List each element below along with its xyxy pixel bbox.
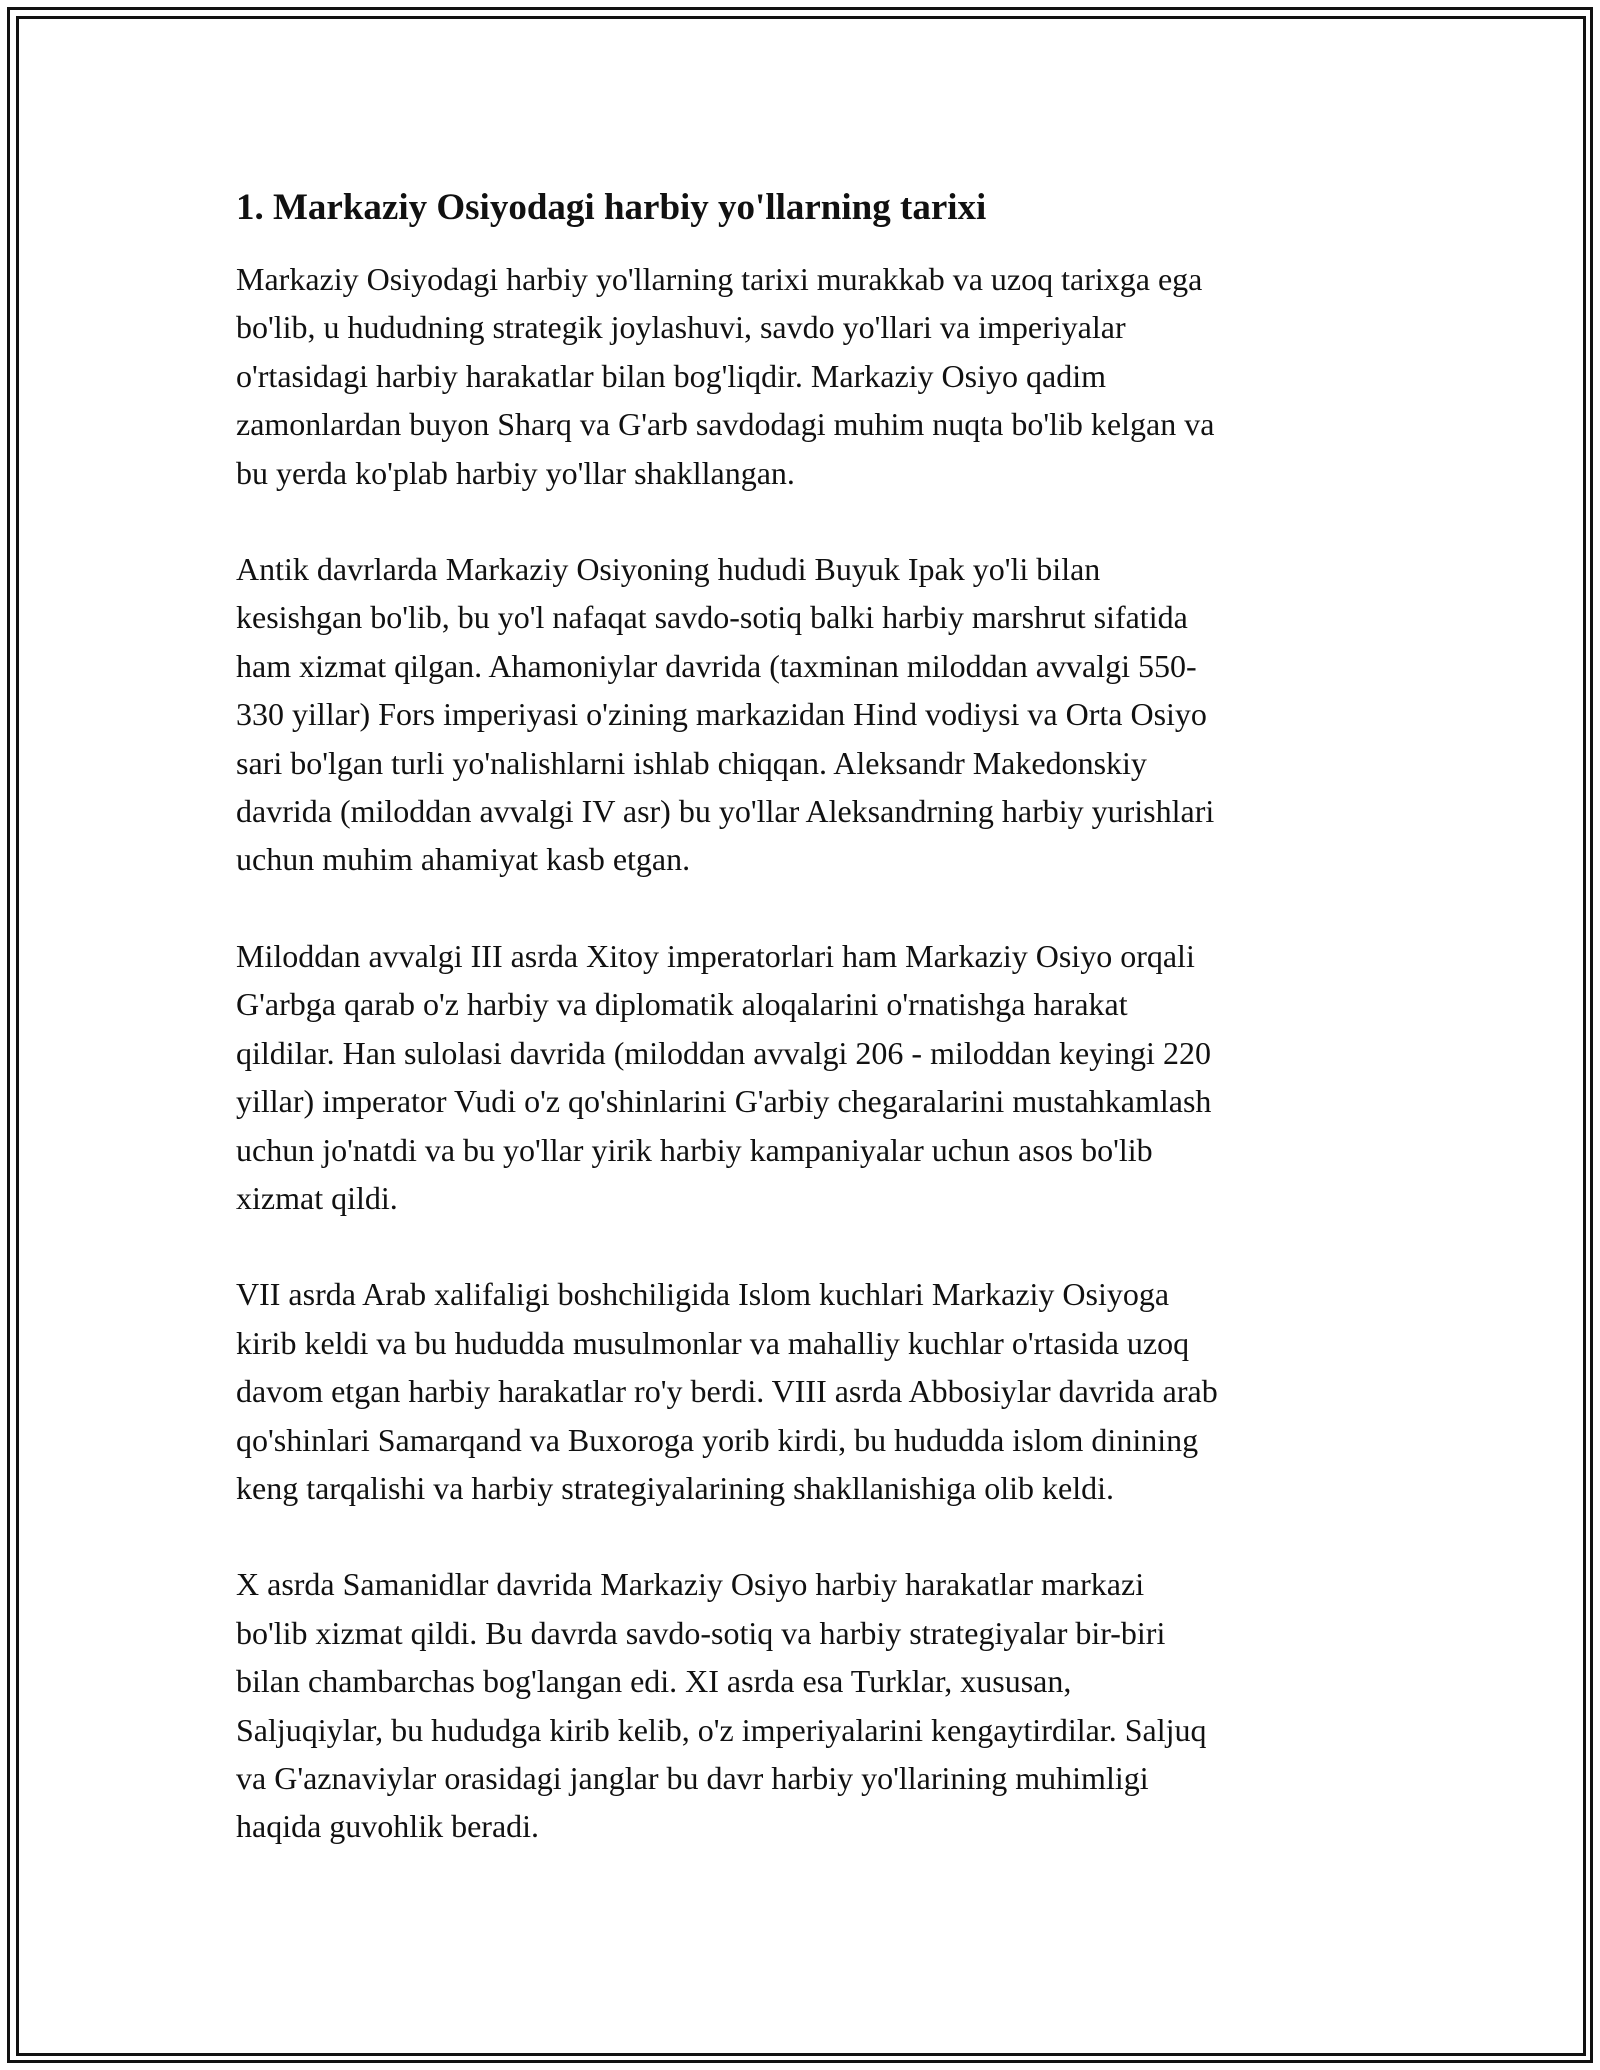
text-line: haqida guvohlik beradi.: [236, 1808, 540, 1845]
text-line: kesishgan bo'lib, bu yo'l nafaqat savdo-sotiq balki harbiy marshrut sifatida: [236, 599, 1188, 636]
text-line: davom etgan harbiy harakatlar ro'y berdi. VIII asrda Abbosiylar davrida arab: [236, 1373, 1218, 1410]
text-line: bilan chambarchas bog'langan edi. XI asrda esa Turklar, xususan,: [236, 1663, 1072, 1700]
text-line: qildilar. Han sulolasi davrida (miloddan avvalgi 206 - miloddan keyingi 220: [236, 1034, 1211, 1071]
text-line: yillar) imperator Vudi o'z qo'shinlarini G'arbiy chegaralarini mustahkamlash: [236, 1083, 1212, 1120]
text-line: zamonlardan buyon Sharq va G'arb savdodagi muhim nuqta bo'lib kelgan va: [236, 406, 1215, 443]
text-line: Antik davrlarda Markaziy Osiyoning hududi Buyuk Ipak yo'li bilan: [236, 551, 1101, 588]
section-heading: 1. Markaziy Osiyodagi harbiy yo'llarning tarixi: [236, 187, 987, 228]
paragraph-2: [236, 545, 1376, 884]
text-line: Miloddan avvalgi III asrda Xitoy imperatorlari ham Markaziy Osiyo orqali: [236, 937, 1195, 974]
document-body: [236, 185, 1376, 1899]
text-line: keng tarqalishi va harbiy strategiyalarining shakllanishiga olib keldi.: [236, 1469, 1114, 1506]
text-line: va G'aznaviylar orasidagi janglar bu davr harbiy yo'llarining muhimligi: [236, 1759, 1149, 1796]
text-line: ham xizmat qilgan. Ahamoniylar davrida (taxminan miloddan avvalgi 550-: [236, 647, 1197, 684]
text-line: o'rtasidagi harbiy harakatlar bilan bog'liqdir. Markaziy Osiyo qadim: [236, 357, 1106, 394]
text-line: Saljuqiylar, bu hududga kirib kelib, o'z imperiyalarini kengaytirdilar. Saljuq: [236, 1711, 1207, 1748]
text-line: bo'lib xizmat qildi. Bu davrda savdo-sotiq va harbiy strategiyalar bir-biri: [236, 1614, 1166, 1651]
text-line: uchun jo'natdi va bu yo'llar yirik harbiy kampaniyalar uchun asos bo'lib: [236, 1131, 1153, 1168]
text-line: qo'shinlari Samarqand va Buxoroga yorib kirdi, bu hududda islom dinining: [236, 1421, 1199, 1458]
text-line: sari bo'lgan turli yo'nalishlarni ishlab chiqqan. Aleksandr Makedonskiy: [236, 744, 1147, 781]
paragraph-4: [236, 1270, 1376, 1512]
text-line: bu yerda ko'plab harbiy yo'llar shakllangan.: [236, 454, 795, 491]
text-line: bo'lib, u hududning strategik joylashuvi, savdo yo'llari va imperiyalar: [236, 309, 1126, 346]
text-line: X asrda Samanidlar davrida Markaziy Osiyo harbiy harakatlar markazi: [236, 1566, 1145, 1603]
text-line: VII asrda Arab xalifaligi boshchiligida Islom kuchlari Markaziy Osiyoga: [236, 1276, 1170, 1313]
text-line: xizmat qildi.: [236, 1179, 398, 1216]
paragraph-5: [236, 1560, 1376, 1850]
paragraph-1: [236, 255, 1376, 497]
paragraph-3: [236, 932, 1376, 1222]
text-line: davrida (miloddan avvalgi IV asr) bu yo'llar Aleksandrning harbiy yurishlari: [236, 793, 1215, 830]
text-line: G'arbga qarab o'z harbiy va diplomatik aloqalarini o'rnatishga harakat: [236, 986, 1128, 1023]
text-line: uchun muhim ahamiyat kasb etgan.: [236, 841, 691, 878]
text-line: 330 yillar) Fors imperiyasi o'zining markazidan Hind vodiysi va Orta Osiyo: [236, 696, 1207, 733]
text-line: kirib keldi va bu hududda musulmonlar va mahalliy kuchlar o'rtasida uzoq: [236, 1324, 1190, 1361]
text-line: Markaziy Osiyodagi harbiy yo'llarning tarixi murakkab va uzoq tarixga ega: [236, 261, 1203, 297]
